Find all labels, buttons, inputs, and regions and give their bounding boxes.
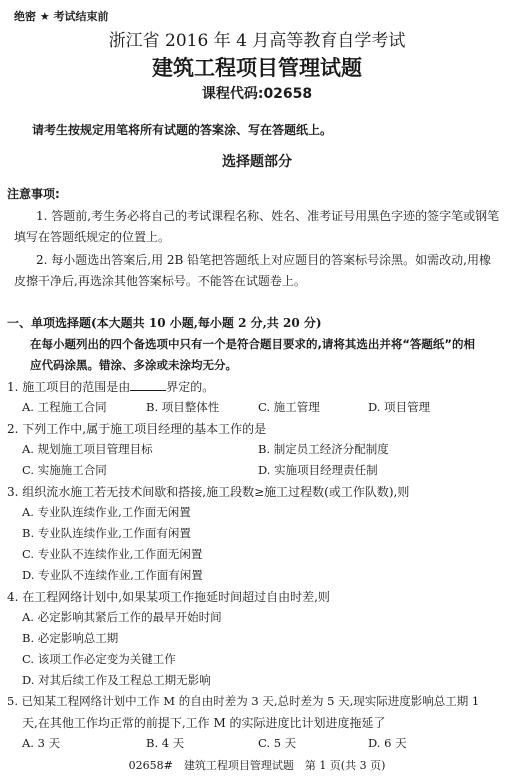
question-1-option-b: B. 项目整体性 [146, 400, 220, 414]
question-2-option-d: D. 实施项目经理责任制 [258, 463, 378, 477]
notice-item-1-line-2: 填写在答题纸规定的位置上。 [14, 230, 171, 244]
question-2-option-c: C. 实施施工合同 [22, 463, 107, 477]
notice-item-2-line-2: 皮擦干净后,再选涂其他答案标号。不能答在试题卷上。 [14, 274, 306, 288]
question-4-option-a: A. 必定影响其紧后工作的最早开始时间 [22, 610, 222, 624]
answer-blank [130, 380, 166, 391]
question-3-stem: 3. 组织流水施工若无技术间歇和搭接,施工段数≥施工过程数(或工作队数),则 [7, 485, 410, 499]
question-4-option-d: D. 对其后续工作及工程总工期无影响 [22, 673, 211, 687]
question-2-option-b: B. 制定员工经济分配制度 [258, 442, 389, 456]
question-4-option-b: B. 必定影响总工期 [22, 631, 119, 645]
question-3-option-c: C. 专业队不连续作业,工作面无闲置 [22, 547, 203, 561]
notice-item-2-line-1: 2. 每小题选出答案后,用 2B 铅笔把答题纸上对应题目的答案标号涂黑。如需改动,用橡 [36, 253, 491, 267]
part-1-desc-line-2: 应代码涂黑。错涂、多涂或未涂均无分。 [30, 358, 237, 372]
part-1-desc-line-1: 在每小题列出的四个备选项中只有一个是符合题目要求的,请将其选出并将“答题纸”的相 [30, 337, 475, 351]
section-title: 选择题部分 [222, 154, 292, 170]
question-3-option-a: A. 专业队连续作业,工作面无闲置 [22, 505, 191, 519]
notice-item-1-line-1: 1. 答题前,考生务必将自己的考试课程名称、姓名、准考证号用黑色字迹的签字笔或钢笔 [36, 209, 500, 223]
question-1-stem-pre: 1. 施工项目的范围是由 [7, 380, 131, 394]
question-5-option-d: D. 6 天 [368, 736, 407, 750]
question-1-stem-post: 界定的。 [166, 380, 215, 394]
question-1-option-a: A. 工程施工合同 [22, 400, 107, 414]
question-1-option-d: D. 项目管理 [368, 400, 431, 414]
page-footer: 02658# 建筑工程项目管理试题 第 1 页(共 3 页) [128, 759, 386, 772]
question-2-option-a: A. 规划施工项目管理目标 [22, 442, 153, 456]
part-1-heading: 一、单项选择题(本大题共 10 小题,每小题 2 分,共 20 分) [7, 316, 322, 330]
question-5-stem-line-2: 天,在其他工作均正常的前提下,工作 M 的实际进度比计划进度拖延了 [22, 716, 386, 730]
paper-title: 建筑工程项目管理试题 [152, 56, 362, 80]
question-2-stem: 2. 下列工作中,属于施工项目经理的基本工作的是 [7, 422, 267, 436]
notice-heading: 注意事项: [7, 187, 60, 201]
question-3-option-d: D. 专业队不连续作业,工作面有闲置 [22, 568, 203, 582]
question-5-option-a: A. 3 天 [22, 736, 61, 750]
question-3-option-b: B. 专业队连续作业,工作面有闲置 [22, 526, 191, 540]
question-4-option-c: C. 该项工作必定变为关键工作 [22, 652, 176, 666]
confidential-mark: 绝密 ★ 考试结束前 [14, 10, 109, 23]
question-5-stem-line-1: 5. 已知某工程网络计划中工作 M 的自由时差为 3 天,总时差为 5 天,现实际进度影响总工期 1 [7, 694, 480, 708]
question-5-option-c: C. 5 天 [258, 736, 297, 750]
question-1-option-c: C. 施工管理 [258, 400, 320, 414]
course-code: 课程代码:02658 [201, 86, 313, 102]
question-4-stem: 4. 在工程网络计划中,如果某项工作拖延时间超过自由时差,则 [7, 590, 330, 604]
general-instruction: 请考生按规定用笔将所有试题的答案涂、写在答题纸上。 [32, 123, 333, 137]
question-5-option-b: B. 4 天 [146, 736, 185, 750]
exam-title: 浙江省 2016 年 4 月高等教育自学考试 [108, 31, 406, 51]
question-1-stem [7, 378, 214, 395]
